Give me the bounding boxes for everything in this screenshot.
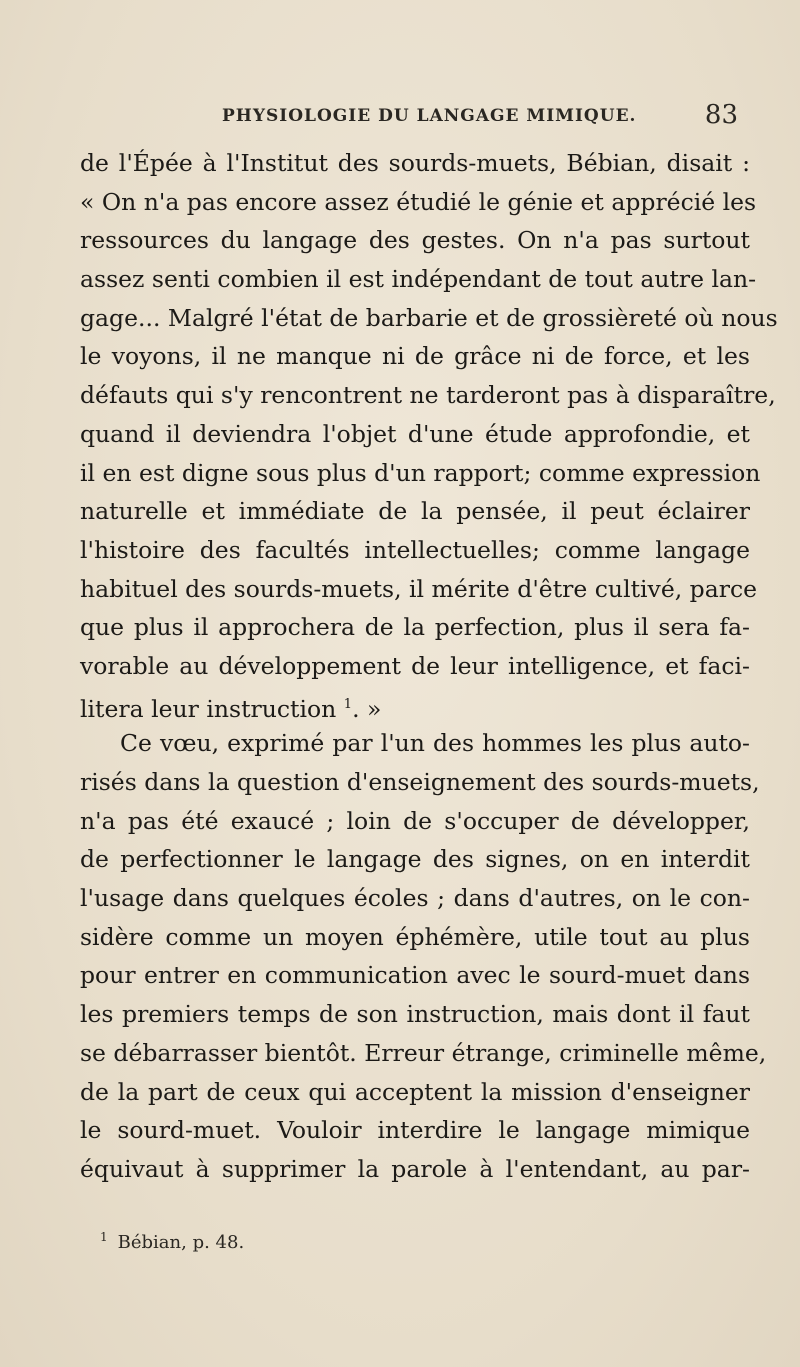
text-line: habituel des sourds-muets, il mérite d'être cultivé, parce <box>80 574 758 603</box>
text-line: assez senti combien il est indépendant de tout autre lan- <box>80 265 757 294</box>
footnote-mark: 1 <box>100 1230 108 1244</box>
text-line: pour entrer en communication avec le sourd-muet dans <box>80 961 750 990</box>
text-line: l'histoire des facultés intellectuelles; comme langage <box>80 535 750 564</box>
text-line: le sourd-muet. Vouloir interdire le langage mimique <box>80 1116 750 1145</box>
running-title: PHYSIOLOGIE DU LANGAGE MIMIQUE. <box>222 106 637 126</box>
footnote <box>100 1230 244 1253</box>
text-line: Ce vœu, exprimé par l'un des hommes les plus auto- <box>120 729 750 758</box>
text-line: sidère comme un moyen éphémère, utile tout au plus <box>80 922 750 951</box>
text-line: gage... Malgré l'état de barbarie et de grossièreté où nous <box>80 303 778 332</box>
text-line: n'a pas été exaucé ; loin de s'occuper de développer, <box>80 806 750 835</box>
page-number: 83 <box>704 100 738 130</box>
text-line: il en est digne sous plus d'un rapport; comme expression <box>80 458 761 487</box>
text-line: que plus il approchera de la perfection, plus il sera fa- <box>80 613 750 642</box>
text-line: l'usage dans quelques écoles ; dans d'autres, on le con- <box>80 884 750 913</box>
running-head <box>0 100 800 134</box>
text-line: équivaut à supprimer la parole à l'entendant, au par- <box>80 1154 750 1183</box>
text-line-with-footnote <box>80 686 750 725</box>
text-line: vorable au développement de leur intelligence, et faci- <box>80 651 750 680</box>
text-line-content: litera leur instruction <box>80 694 337 723</box>
text-line: se débarrasser bientôt. Erreur étrange, criminelle même, <box>80 1038 767 1067</box>
text-line: de perfectionner le langage des signes, on en interdit <box>80 845 750 874</box>
quote-close: . » <box>352 694 382 723</box>
text-line: défauts qui s'y rencontrent ne tarderont pas à disparaître, <box>80 381 776 410</box>
text-line: de l'Épée à l'Institut des sourds-muets, Bébian, disait : <box>80 149 750 177</box>
text-line: le voyons, il ne manque ni de grâce ni de force, et les <box>80 342 750 371</box>
text-line: risés dans la question d'enseignement des sourds-muets, <box>80 768 760 796</box>
footnote-text: Bébian, p. 48. <box>117 1232 245 1253</box>
text-line: « On n'a pas encore assez étudié le génie et apprécié les <box>80 187 757 216</box>
body-text <box>80 144 778 1189</box>
text-line: les premiers temps de son instruction, mais dont il faut <box>80 1000 750 1029</box>
text-line: de la part de ceux qui acceptent la mission d'enseigner <box>80 1077 750 1106</box>
footnote-reference: 1 <box>343 696 353 712</box>
text-line: quand il deviendra l'objet d'une étude approfondie, et <box>80 419 750 448</box>
text-line: ressources du langage des gestes. On n'a pas surtout <box>80 226 750 255</box>
text-line: naturelle et immédiate de la pensée, il peut éclairer <box>80 497 750 526</box>
